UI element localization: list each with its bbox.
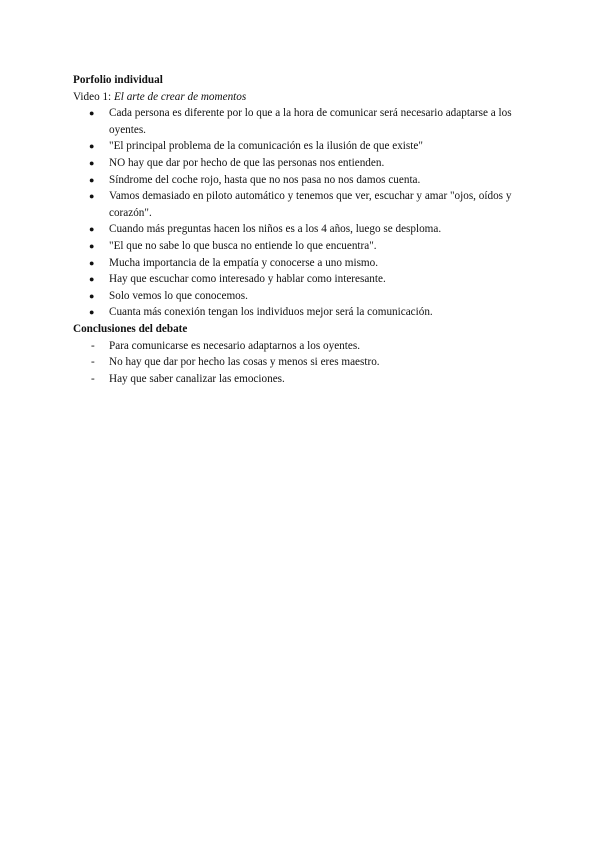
- list-item: ● "El que no sabe lo que busca no entiende lo que encuentra".: [73, 238, 523, 255]
- document-title: Porfolio individual: [73, 74, 163, 86]
- list-item: ● Mucha importancia de la empatía y conocerse a uno mismo.: [73, 255, 523, 272]
- list-item: ● NO hay que dar por hecho de que las personas nos entienden.: [73, 155, 523, 172]
- document-page: [73, 72, 523, 387]
- video-subtitle: [73, 89, 523, 106]
- conclusions-list: [73, 338, 523, 388]
- video-notes-list: [73, 105, 523, 321]
- list-item: ● Solo vemos lo que conocemos.: [73, 288, 523, 305]
- list-item: ● Hay que escuchar como interesado y hablar como interesante.: [73, 271, 523, 288]
- list-item: ● Cuanta más conexión tengan los individuos mejor será la comunicación.: [73, 304, 523, 321]
- video-title: El arte de crear de momentos: [113, 90, 247, 103]
- conclusions-title: Conclusiones del debate: [73, 322, 188, 335]
- list-item: - Hay que saber canalizar las emociones.: [73, 371, 523, 388]
- list-item: ● Vamos demasiado en piloto automático y tenemos que ver, escuchar y amar "ojos, oídos y corazón".: [73, 188, 523, 221]
- list-item: ● Síndrome del coche rojo, hasta que no nos pasa no nos damos cuenta.: [73, 172, 523, 189]
- list-item: - Para comunicarse es necesario adaptarnos a los oyentes.: [73, 338, 523, 355]
- list-item: - No hay que dar por hecho las cosas y menos si eres maestro.: [73, 354, 523, 371]
- list-item: ● Cada persona es diferente por lo que a la hora de comunicar será necesario adaptarse a los oyentes.: [73, 105, 523, 138]
- list-item: ● Cuando más preguntas hacen los niños es a los 4 años, luego se desploma.: [73, 221, 523, 238]
- list-item: ● "El principal problema de la comunicación es la ilusión de que existe": [73, 138, 523, 155]
- video-prefix: Video 1:: [73, 90, 114, 103]
